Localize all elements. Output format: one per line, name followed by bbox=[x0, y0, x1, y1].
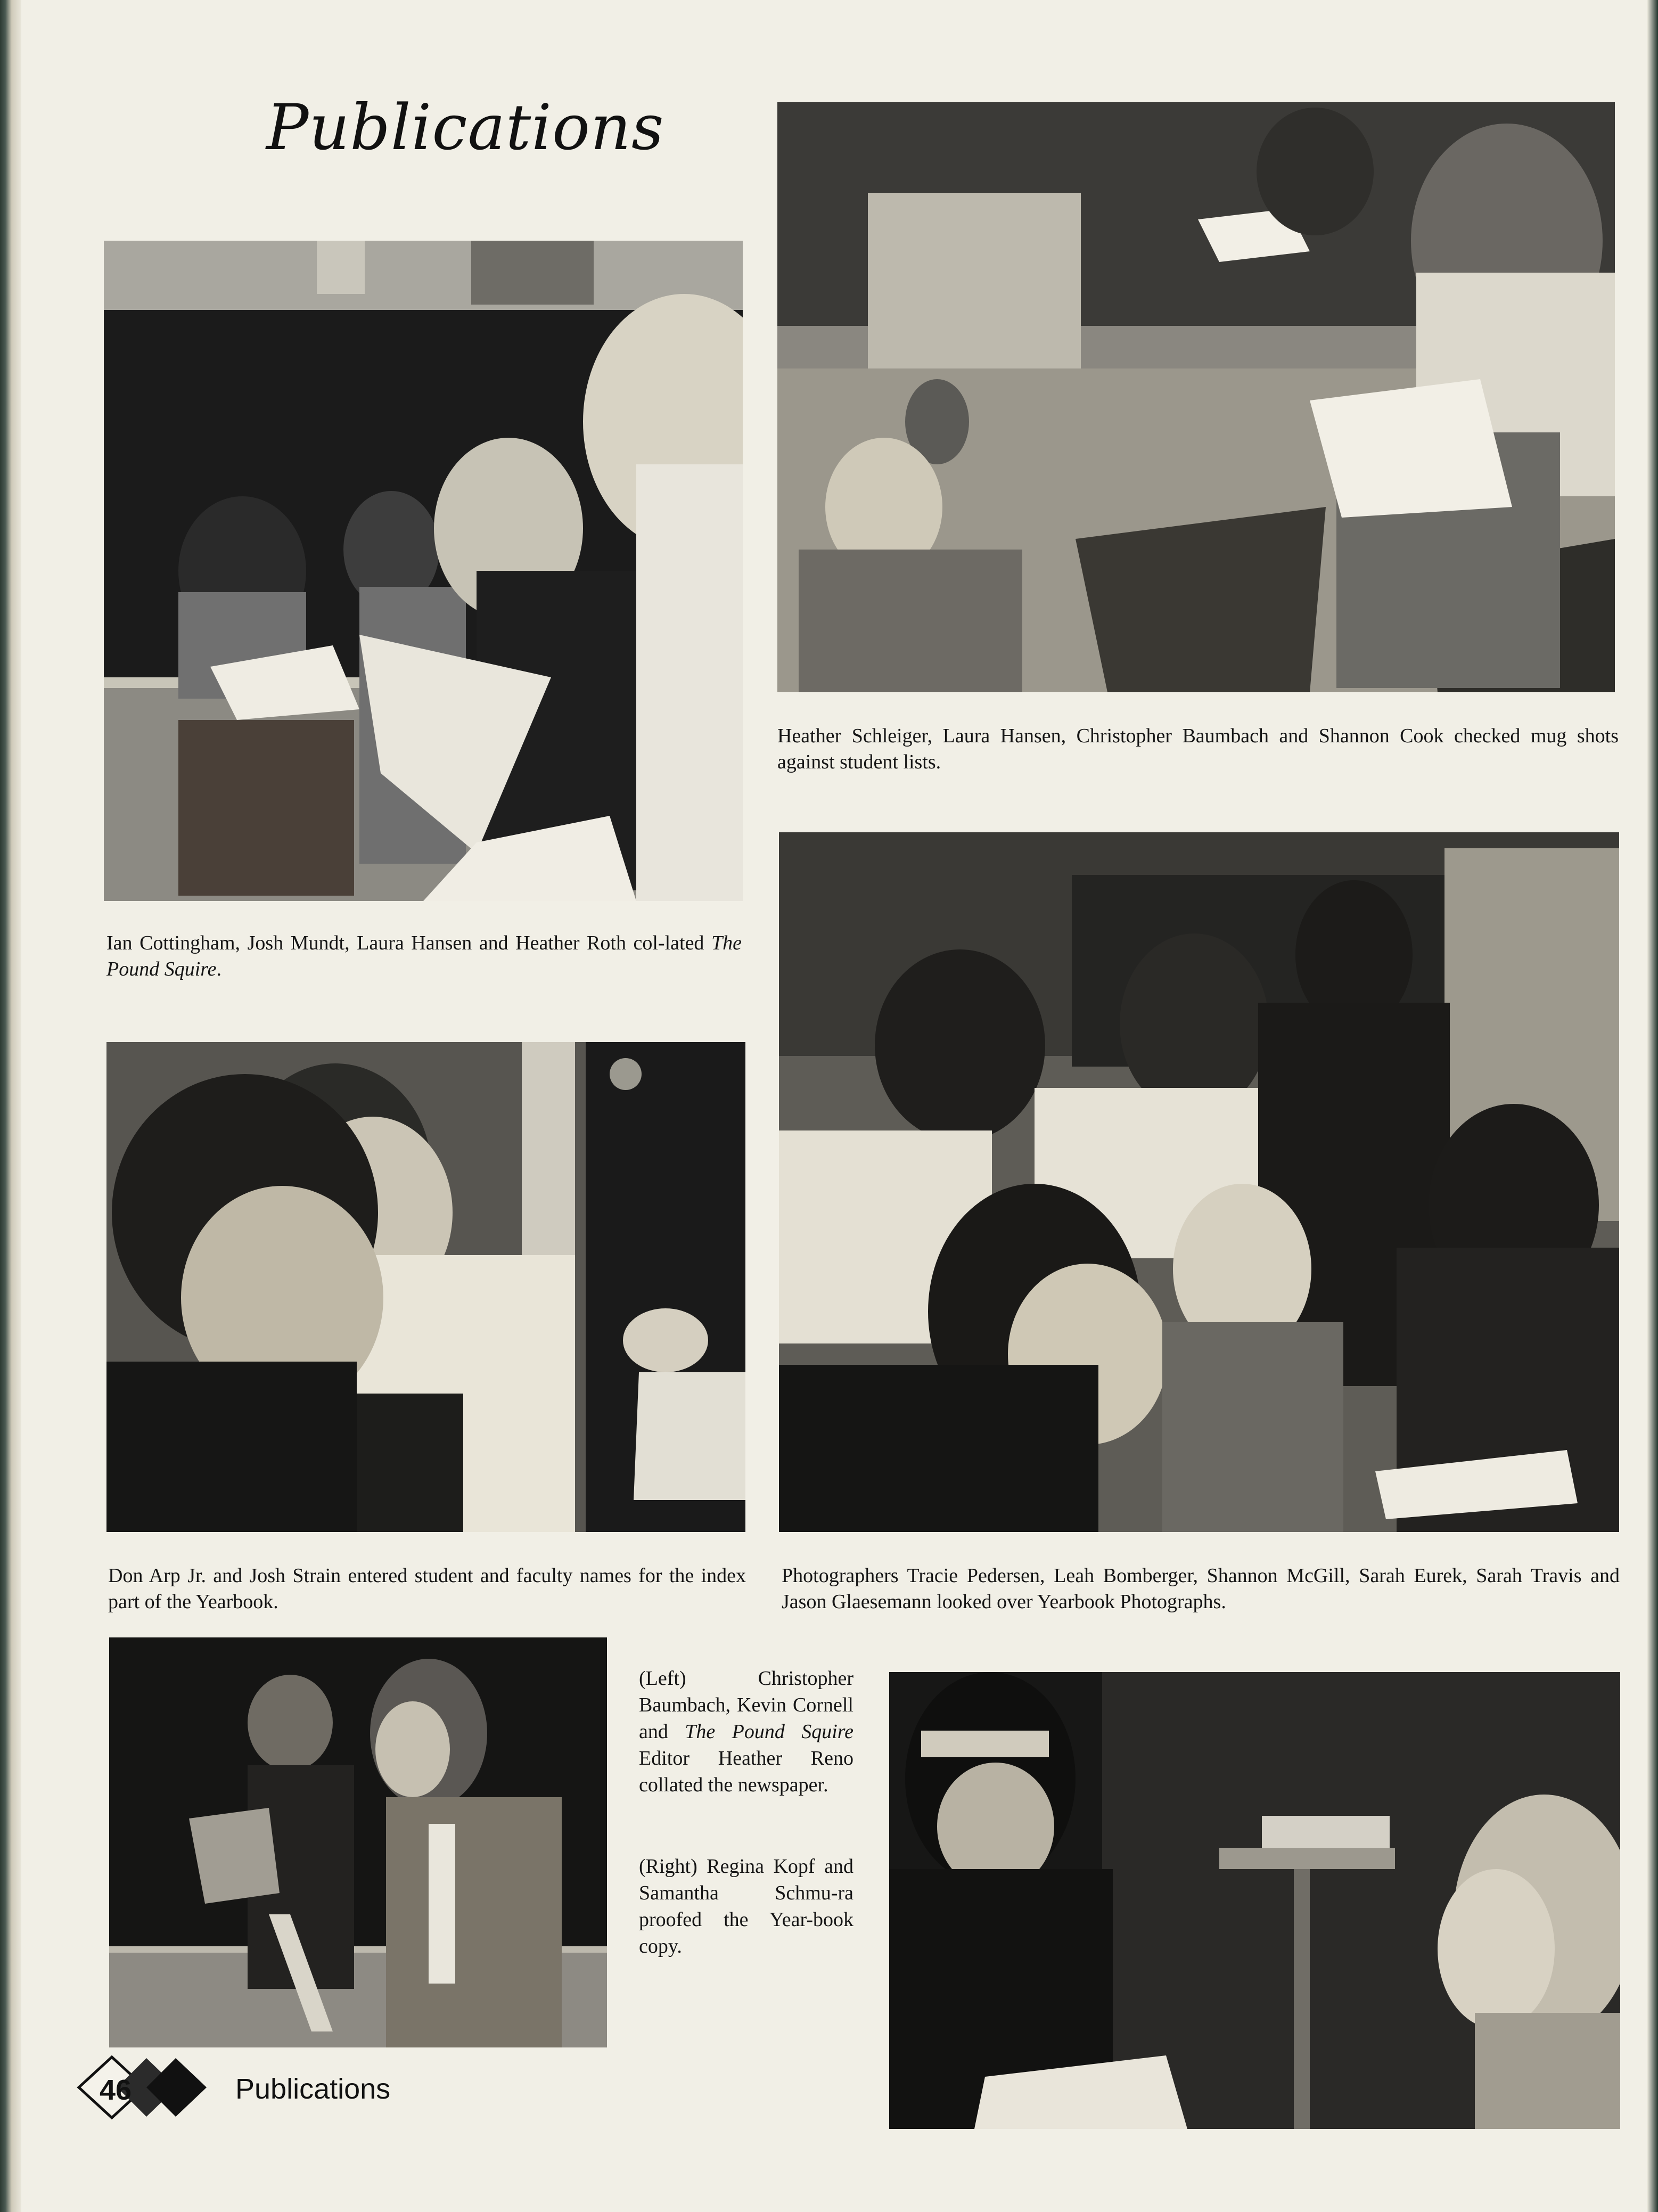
side-caption-left bbox=[639, 1665, 853, 1798]
photo-index-entry-image bbox=[106, 1042, 745, 1532]
photo-right-bottom bbox=[889, 1672, 1620, 2129]
photo-index-entry bbox=[106, 1042, 745, 1532]
photo-photographers bbox=[779, 832, 1619, 1532]
photo-mug-shots bbox=[777, 102, 1615, 692]
caption-collating-text: Ian Cottingham, Josh Mundt, Laura Hansen and Heather Roth col-lated bbox=[106, 932, 711, 954]
photo-collating-image bbox=[104, 241, 743, 901]
footer-section-label: Publications bbox=[235, 2073, 391, 2105]
caption-collating-italic: The Pound Squire bbox=[106, 932, 742, 980]
photo-collating bbox=[104, 241, 743, 901]
photo-photographers-image bbox=[779, 832, 1619, 1532]
photo-right-bottom-image bbox=[889, 1672, 1620, 2129]
page-right-edge bbox=[1647, 0, 1658, 2212]
caption-collating bbox=[106, 930, 742, 982]
side-caption-left-end: Editor Heather Reno collated the newspaper. bbox=[639, 1747, 853, 1796]
caption-index-entry: Don Arp Jr. and Josh Strain entered student and faculty names for the index part of the Yearbook. bbox=[108, 1564, 746, 1613]
side-caption-right: (Right) Regina Kopf and Samantha Schmu-ra proofed the Year-book copy. bbox=[639, 1855, 853, 1957]
photo-left-bottom bbox=[109, 1637, 607, 2047]
page-number: 46 bbox=[99, 2074, 132, 2106]
photo-left-bottom-image bbox=[109, 1637, 607, 2047]
caption-mug-shots: Heather Schleiger, Laura Hansen, Christopher Baumbach and Shannon Cook checked mug shots against student lists. bbox=[777, 725, 1619, 773]
side-caption-left-italic: The Pound Squire bbox=[685, 1721, 854, 1743]
caption-photographers: Photographers Tracie Pedersen, Leah Bomberger, Shannon McGill, Sarah Eurek, Sarah Travis and Jason Glaesemann looked over Yearbook Photographs. bbox=[782, 1564, 1620, 1613]
book-spine-edge bbox=[0, 0, 21, 2212]
photo-mug-shots-image bbox=[777, 102, 1615, 692]
side-caption-left-text: (Left) Christopher Baumbach, Kevin Cornell and bbox=[639, 1667, 853, 1743]
caption-collating-end: . bbox=[216, 958, 222, 980]
page-title: Publications bbox=[266, 91, 664, 164]
